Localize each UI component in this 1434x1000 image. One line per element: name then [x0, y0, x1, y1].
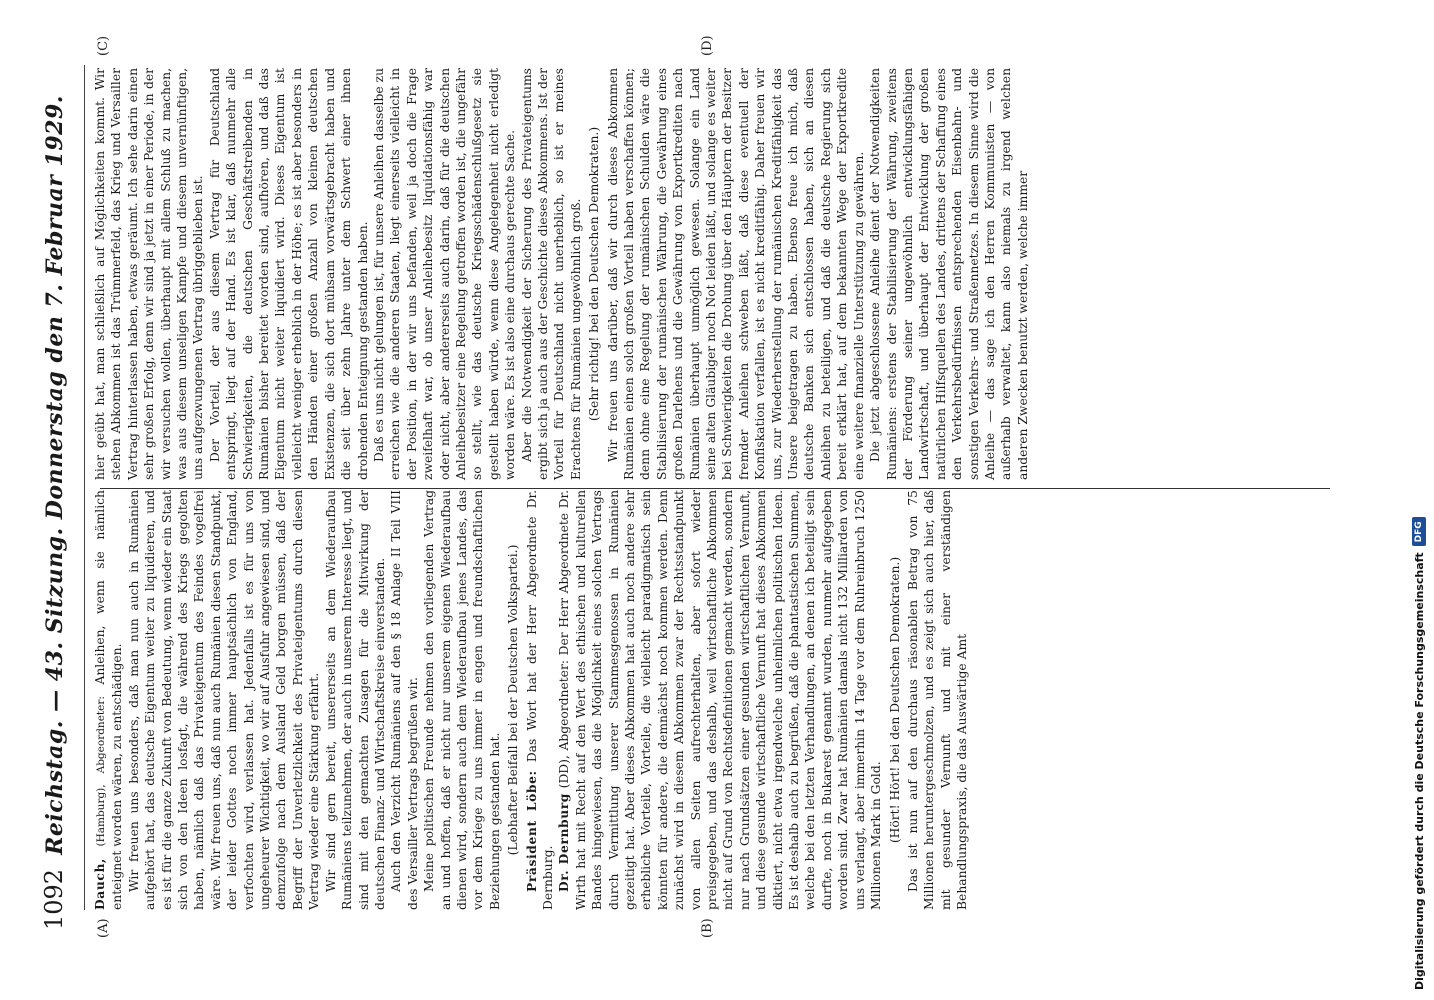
header-rule [84, 65, 85, 910]
margin-mark-a: (A) [96, 918, 111, 938]
paragraph [556, 490, 884, 910]
paragraph: Auch den Verzicht Rumäniens auf den § 18 Anlage II Teil VIII des Versailler Vertrags begrüßen wir. [389, 490, 420, 910]
paragraph: Aber die Notwendigkeit der Sicherung des Privateigentums ergibt sich ja auch aus der Geschichte dieses Abkommens. Ist der Vorteil für Deutschland nicht unerheblich, so ist er meines Erachtens für Rumänien ungewöhnlich groß. [519, 68, 583, 480]
paragraph: Meine politischen Freunde nehmen den vorliegenden Vertrag an und hoffen, daß er nicht nur unserem eigenen Wiederaufbau dienen wird, sondern auch dem Wiederaufbau jenes Landes, das vor dem Kriege zu uns immer in engen und freundschaftlichen Beziehungen gestanden hat. [422, 490, 502, 910]
paragraph: Wir sind gern bereit, unsererseits an dem Wiederaufbau Rumäniens teilzunehmen, der auch in unserem Interesse liegt, und sind mit den gemachten Zusagen für die Mitwirkung der deutschen Finanz- und Wirtschaftskreise einverstanden. [323, 490, 387, 910]
paragraph: Wir freuen uns darüber, daß wir durch dieses Abkommen Rumänien einen solch großen Vorteil haben verschaffen können; denn ohne eine Regelung der rumänischen Schulden wäre die Stabilisierung der rumänischen Währung, die Gewährung eines großen Darlehens und die Gewährung von Exportkrediten nach Rumänien überhaupt unmöglich gewesen. Solange ein Land seine alten Gläubiger noch Not leiden läßt, und solange es weiter bei Schwierigkeiten die Drohung über den Häuptern der Besitzer fremder Anleihen schweben läßt, daß diese eventuell der Konfiskation verfallen, ist es nicht kreditfähig. Daher freuen wir uns, zur Wiederherstellung der rumänischen Kreditfähigkeit das Unsere beigetragen zu haben. Ebenso freue ich mich, daß deutsche Banken sich entschlossen haben, sich an diesen Anleihen zu beteiligen, und daß die deutsche Regierung sich bereit erklärt hat, auf dem bekannten Wege der Exportkredite eine weitere finanzielle Unterstützung zu gewähren. [605, 68, 866, 480]
paragraph-text: Anleihen, wenn sie nämlich enteignet worden wären, zu entschädigen. [93, 490, 125, 910]
paragraph: Der Vorteil, der aus diesem Vertrag für Deutschland entspringt, liegt auf der Hand. Es ist klar, daß nunmehr alle Schwierigkeiten, die deutschen Geschäftstreibenden in Rumänien bisher bereitet worden sind, aufhören, und daß das Eigentum nicht weiter liquidiert wird. Dieses Eigentum ist vielleicht weniger erheblich in der Höhe; es ist aber besonders in den Händen einer großen Anzahl von kleinen deutschen Existenzen, die sich dort mühsam vorwärtsgebracht haben und die seit über zehn Jahre unter dem Schwert einer ihnen drohenden Enteignung gestanden haben. [207, 68, 370, 480]
page-number: 1092 [40, 868, 68, 930]
margin-mark-d: (D) [700, 35, 715, 56]
margin-mark-c: (C) [96, 35, 111, 56]
paragraph: Das ist nun auf den durchaus räsonablen Betrag von 75 Millionen heruntergeschmolzen, und es zeigt sich auch hier, daß mit gesunder Vernunft und mit einer verständigen Behandlungspraxis, die das Auswärtige Amt [905, 490, 970, 910]
funding-note-text: Digitalisierung gefördert durch die Deutsche Forschungsgemeinschaft [1412, 552, 1426, 990]
margin-mark-b: (B) [700, 918, 715, 938]
paragraph [524, 490, 557, 910]
paragraph [92, 490, 126, 910]
speaker-name: Präsident Löbe: [523, 770, 539, 892]
running-head: Reichstag. — 43. Sitzung. Donnerstag den 7. Februar 1929. [42, 95, 68, 855]
paragraph: Die jetzt abgeschlossene Anleihe dient der Notwendigkeiten Rumäniens: erstens der Stabilisierung der Währung, zweitens der Förderung seiner ungewöhnlich entwicklungsfähigen Landwirtschaft, und überhaupt der Entwicklung der großen natürlichen Hilfsquellen des Landes, drittens der Schaffung eines den Verkehrsbedürfnissen entsprechenden Eisenbahn- und sonstigen Verkehrs- und Straßennetzes. In diesem Sinne wird die Anleihe — das sage ich den Herren Kommunisten — von außerhalb verwaltet, kann also niemals zu irgend welchen anderen Zwecken benutzt werden, welche immer [868, 68, 1030, 480]
paragraph: Daß es uns nicht gelungen ist, für unsere Anleihen dasselbe zu erreichen wie die anderen Staaten, liegt einerseits vielleicht in der Position, in der wir uns befanden, weil ja doch die Frage zweifelhaft war, ob unser Anleihebesitz liquidationsfähig war oder nicht, aber andererseits auch darin, daß für die deutschen Anleihebesitzer eine Regelung getroffen worden ist, die ungefähr so stellt, wie das deutsche Kriegsschädenschlußgesetz sie gestellt haben würde, wenn diese Angelegenheit nicht erledigt worden wäre. Es ist also eine durchaus gerechte Sache. [371, 68, 518, 480]
speaker-name: Dr. Dernburg [556, 792, 572, 892]
paragraph: Wir freuen uns besonders, daß man nun auch in Rumänien aufgehört hat, das deutsche Eigentum weiter zu liquidieren, und es ist für die ganze Zukunft von Bedeutung, wenn wieder ein Staat sich von den Ideen losfagt, die während des Kriegs gegolten haben, nämlich daß das Privateigentum des Feindes vogelfrei wäre. Wir freuen uns, daß nun auch Rumänien diesen Standpunkt, der leider Gottes noch immer hauptsächlich von England, verfochten wird, verlassen hat. Jedenfalls ist es für uns von ungeheurer Wichtigkeit, wo wir auf Ausfuhr angewiesen sind, und demzufolge nach dem Ausland Geld borgen müssen, daß der Begriff der Unverletzlichkeit des Privateigentums durch diesen Vertrag wieder eine Stärkung erfährt. [126, 490, 322, 910]
interjection: (Sehr richtig! bei den Deutschen Demokraten.) [587, 126, 602, 422]
dfg-logo: DFG [1412, 517, 1426, 546]
interjection: (Hört! Hört! bei den Deutschen Demokraten.) [887, 556, 902, 844]
column-divider [100, 488, 1330, 489]
right-column [92, 68, 1031, 480]
interjection: (Lebhafter Beifall bei der Deutschen Volkspartei.) [506, 544, 521, 856]
left-column [92, 490, 971, 910]
paragraph-text: Das Wort hat der Herr Abgeordnete Dr. Dernburg. [524, 490, 555, 910]
paragraph-text: (DD), Abgeordneter: Der Herr Abgeordnete Dr. Wirth hat mit Recht auf den Wert des ethischen und kulturellen Bandes hingewiesen, das die Möglichkeit eines solchen Vertrags durch Vermittlung unserer Stammesgenossen in Rumänien gezeitigt hat. Aber dieses Abkommen hat auch noch andere sehr erhebliche Vorteile, Vorteile, die vielleicht paradigmatisch sein könnten für andere, die demnächst noch kommen werden. Denn zunächst wird in diesem Abkommen zwar der Rechtsstandpunkt von allen Seiten aufrechterhalten, aber sofort wieder preisgegeben, und das deshalb, weil wirtschaftliche Abkommen nicht auf Grund von Rechtsdefinitionen gemacht werden, sondern nur nach Grundsätzen einer gesunden wirtschaftlichen Vernunft, und diese gesunde wirtschaftliche Vernunft hat dieses Abkommen diktiert, nicht etwa irgendwelche unheimlichen politischen Ideen. Es ist deshalb auch zu begrüßen, daß die phantastischen Summen, welche bei den letzten Verhandlungen, an denen ich beteiligt sein durfte, noch in Bukarest genannt wurden, nunmehr aufgegeben worden sind. Zwar hat Rumänien damals nicht 132 Milliarden von uns verlangt, aber immerhin 14 Tage vor dem Ruhreinbruch 1250 Millionen Mark in Gold. [557, 490, 884, 910]
speaker-name: Dauch, [92, 858, 107, 910]
paragraph: hier geübt hat, man schließlich auf Möglichkeiten kommt. Wir stehen Abkommen ist das Trümmerfeld, das Krieg und Versailler Vertrag hinterlassen haben, etwas geräumt. Ich sehe darin einen sehr großen Erfolg, denn wir sind ja jetzt in einer Periode, in der wir versuchen wollen, überhaupt mit allem Schluß zu machen, was aus diesem unseligen Kampfe und diesem unvernünftigen, uns aufgezwungenen Vertrag übriggeblieben ist. [93, 68, 206, 480]
funding-sidenote [1408, 0, 1430, 990]
page-header [40, 60, 80, 930]
speaker-note: (Hamburg), Abgeordneter: [95, 696, 107, 847]
